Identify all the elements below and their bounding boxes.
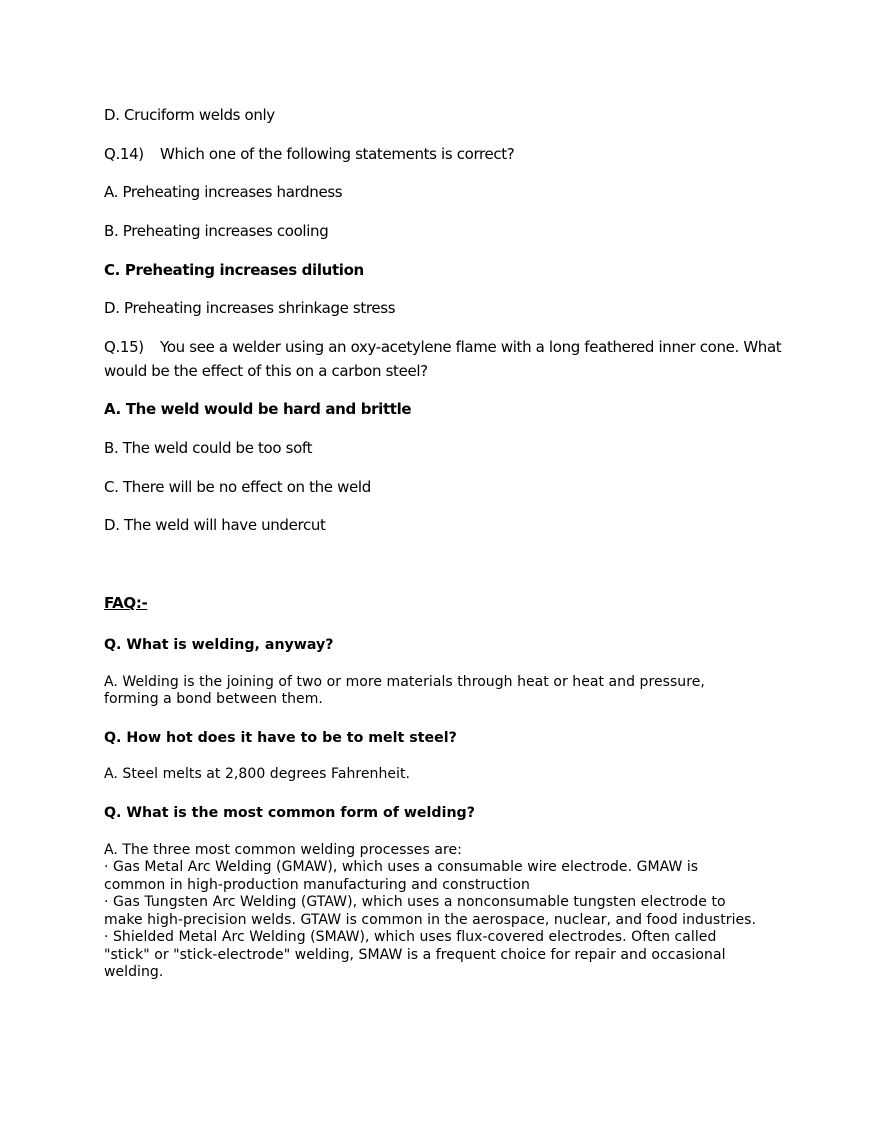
faq-answer-3-line6: · Shielded Metal Arc Welding (SMAW), which uses flux-covered electrodes. Often called (104, 929, 717, 945)
q14-option-d: D. Preheating increases shrinkage stress (104, 299, 396, 317)
faq-answer-3-line3: common in high-production manufacturing and construction (104, 877, 530, 893)
faq-answer-1-line1: A. Welding is the joining of two or more materials through heat or heat and pressure, (104, 674, 705, 690)
q15-question-line2: would be the effect of this on a carbon steel? (104, 362, 428, 380)
q14-question-text: Which one of the following statements is correct? (160, 145, 515, 163)
q15-option-b: B. The weld could be too soft (104, 439, 313, 457)
q14-option-a: A. Preheating increases hardness (104, 183, 343, 201)
faq-answer-3-line1: A. The three most common welding processes are: (104, 842, 462, 858)
q15-number: Q.15) (104, 338, 144, 356)
q14-question (104, 144, 514, 164)
q14-number: Q.14) (104, 145, 144, 163)
q15-option-a-correct: A. The weld would be hard and brittle (104, 400, 412, 418)
faq-answer-3-line7: "stick" or "stick-electrode" welding, SMAW is a frequent choice for repair and occasional (104, 947, 726, 963)
faq-answer-3-line2: · Gas Metal Arc Welding (GMAW), which uses a consumable wire electrode. GMAW is (104, 859, 699, 875)
faq-answer-3-line4: · Gas Tungsten Arc Welding (GTAW), which uses a nonconsumable tungsten electrode to (104, 894, 726, 910)
faq-answer-1-line2: forming a bond between them. (104, 691, 323, 707)
q15-option-c: C. There will be no effect on the weld (104, 478, 371, 496)
q15-question (104, 337, 781, 357)
faq-answer-3-line5: make high-precision welds. GTAW is common in the aerospace, nuclear, and food industries. (104, 912, 757, 928)
faq-question-3: Q. What is the most common form of welding? (104, 805, 475, 821)
faq-question-2: Q. How hot does it have to be to melt steel? (104, 730, 457, 746)
faq-question-1: Q. What is welding, anyway? (104, 637, 334, 653)
q14-option-c-correct: C. Preheating increases dilution (104, 261, 364, 279)
faq-answer-3-line8: welding. (104, 964, 164, 980)
q14-option-b: B. Preheating increases cooling (104, 222, 329, 240)
faq-heading: FAQ:- (104, 594, 148, 612)
q15-option-d: D. The weld will have undercut (104, 516, 326, 534)
q13-option-d: D. Cruciform welds only (104, 106, 275, 124)
q15-question-text: You see a welder using an oxy-acetylene flame with a long feathered inner cone. What (160, 338, 782, 356)
faq-answer-2: A. Steel melts at 2,800 degrees Fahrenheit. (104, 766, 411, 782)
